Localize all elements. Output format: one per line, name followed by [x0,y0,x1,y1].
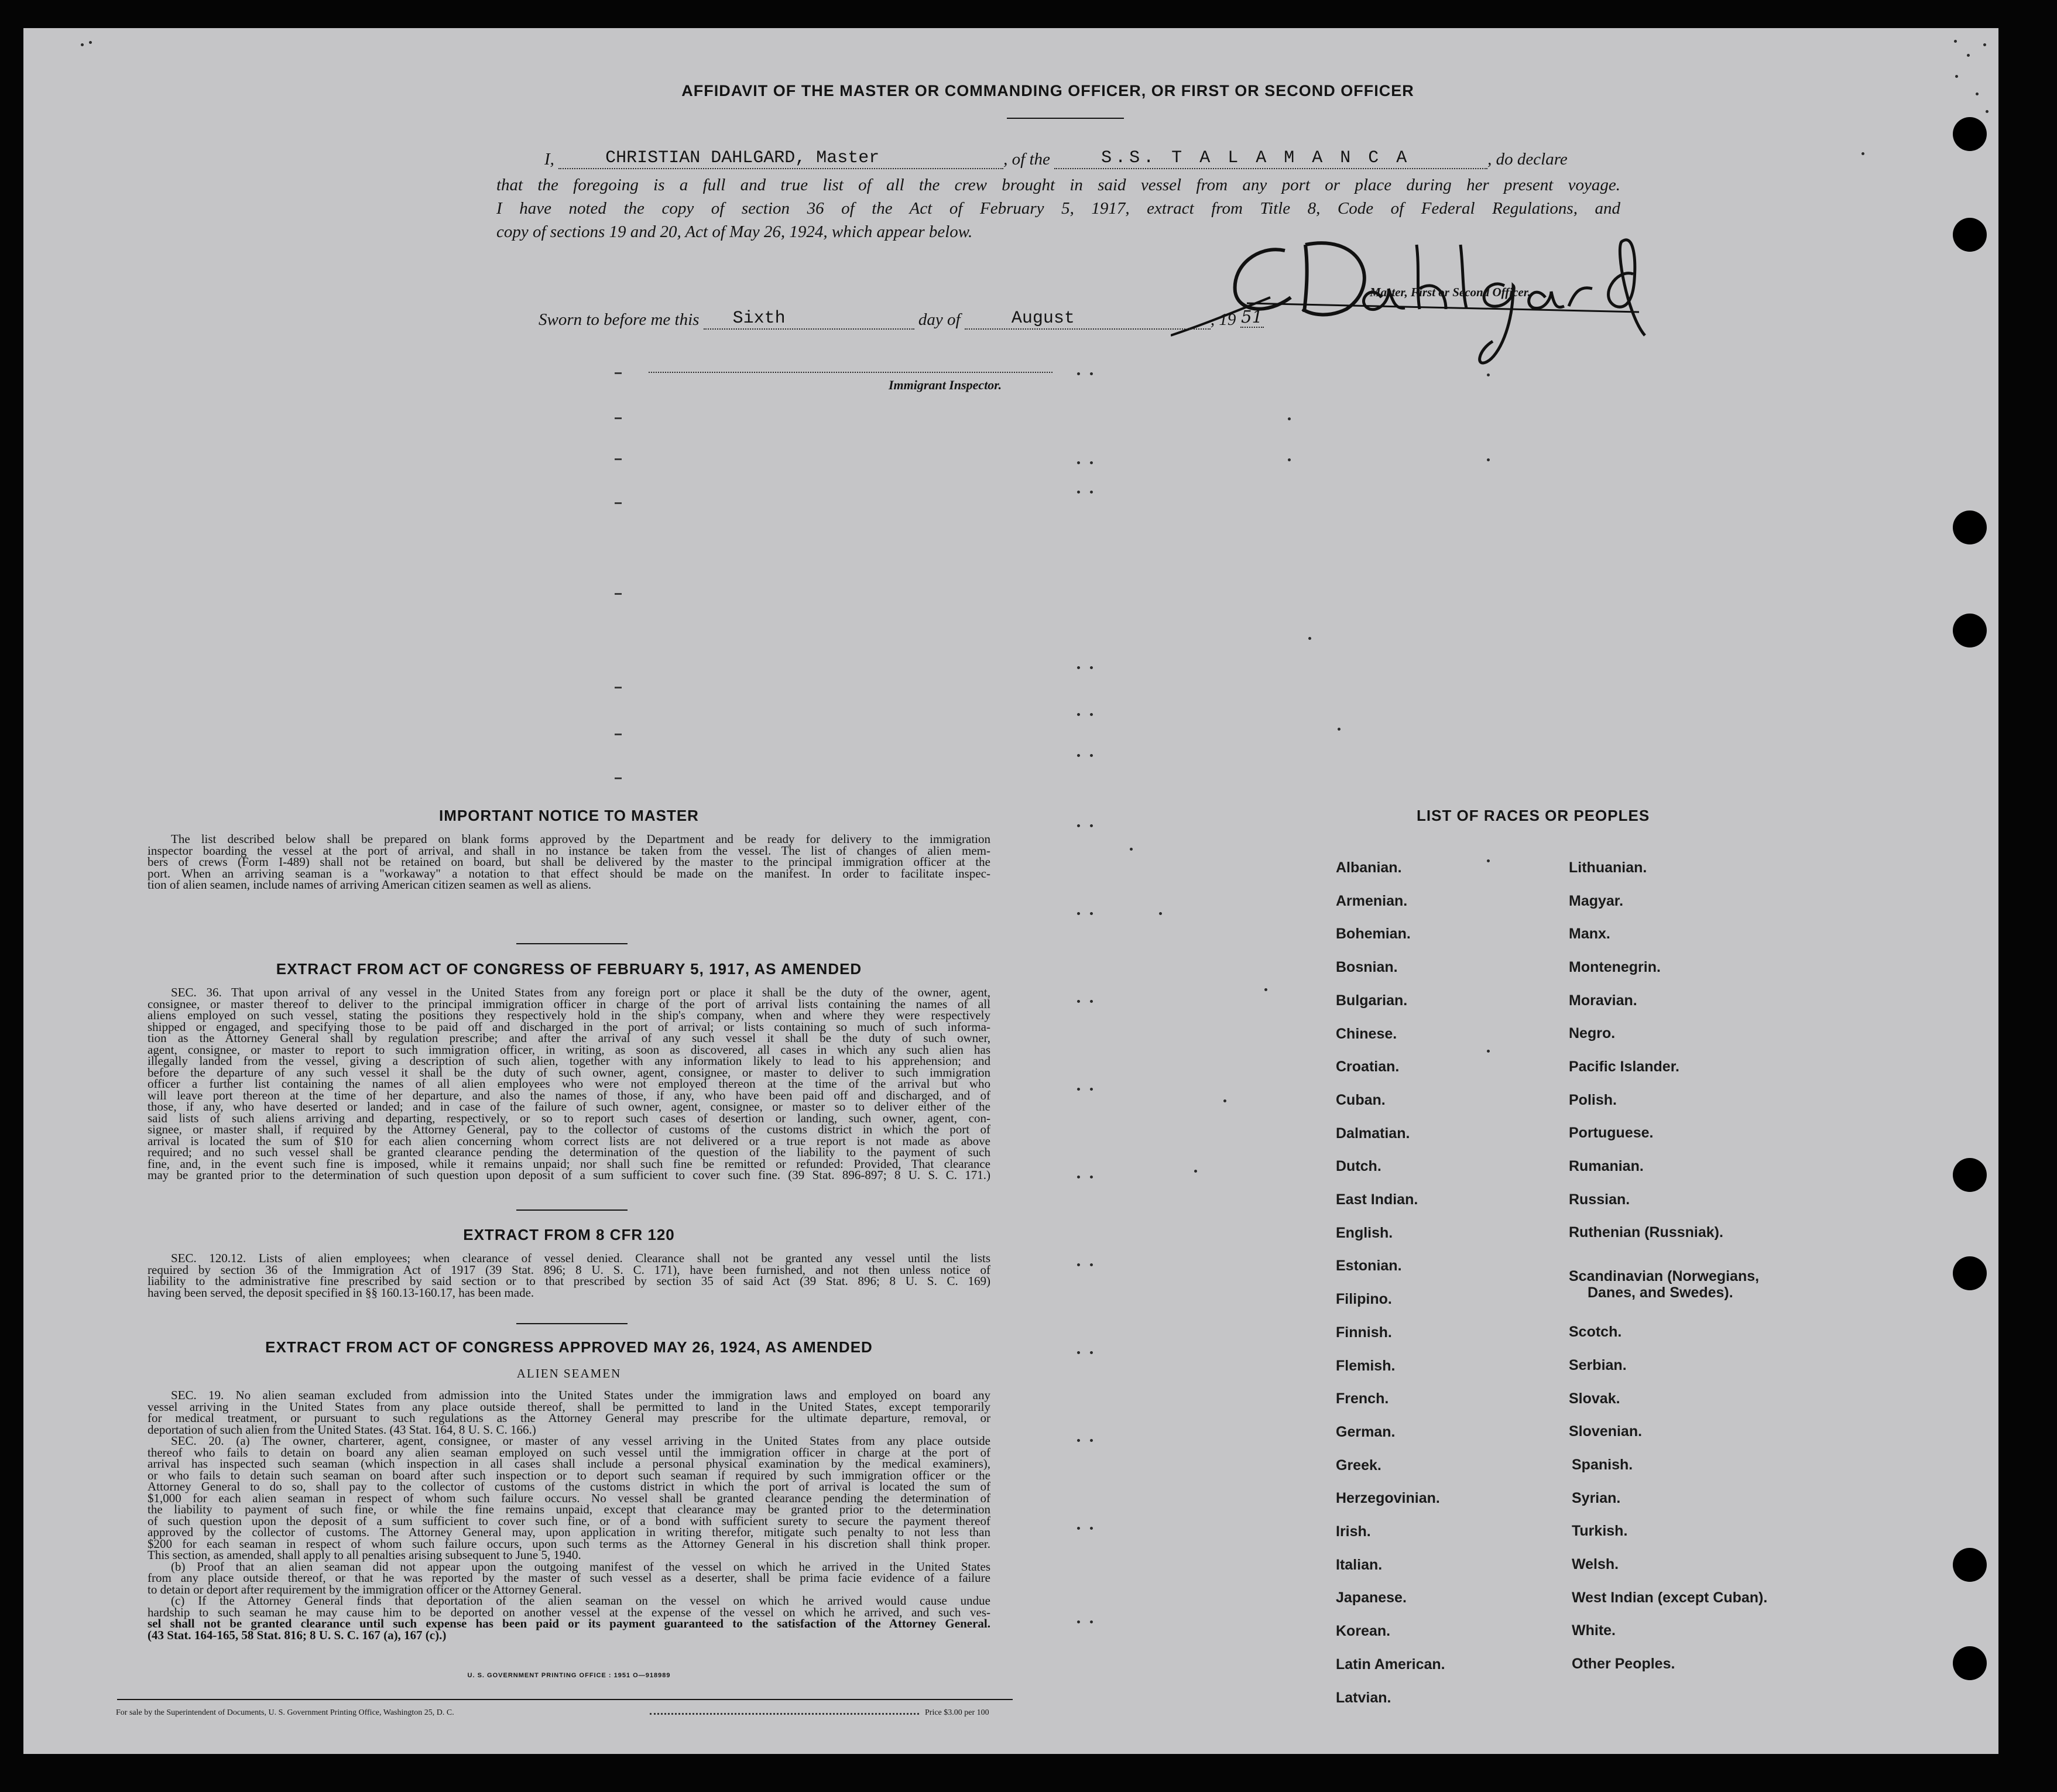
affidavit-line-2: that the foregoing is a full and true list of all the crew brought in said vessel from any port or place during her present voyage. [496,176,1620,194]
extract-line: $1,000 for each alien seaman in respect of whom such failure occurs. No vessel shall be granted clearance pending the determination of [148,1491,990,1505]
notice-line: port. When an arriving seaman is a "workaway" a notation to that effect should be made on the manifest. In order to facilitate inspec- [148,866,990,880]
affidavit-line-1 [544,150,1568,172]
race-item: Lithuanian. [1569,859,1647,876]
sworn-prefix: Sworn to before me this [539,310,700,329]
extract-1924-subtitle: ALIEN SEAMEN [516,1366,622,1380]
race-item: Pacific Islander. [1569,1058,1679,1075]
race-item: Polish. [1569,1092,1617,1108]
race-item: Slovenian. [1569,1423,1643,1440]
extract-line: signee, or master shall, if required by the Attorney General, pay to the collector of customs of the customs district in which the port of [148,1122,990,1136]
notice-body [148,834,990,891]
extract-line: agent, consignee, or master to report to such immigration officer, in writing, as soon as discovered, all cases in which any such alien has [148,1042,990,1057]
extract-line: required by section 36 of the Immigration Act of 1917 (39 Stat. 896; 8 U. S. C. 171), have been furnished, and not then unless notice of [148,1262,990,1277]
footer-price: Price $3.00 per 100 [925,1708,989,1717]
race-item: Irish. [1336,1523,1371,1540]
extract-line: SEC. 20. (a) The owner, charterer, agent, consignee, or master of any vessel arriving in the United States from any place outside [171,1434,990,1448]
race-item: Albanian. [1336,859,1402,876]
race-item: Filipino. [1336,1291,1392,1308]
sworn-line [539,309,1264,332]
footer-sale-note: For sale by the Superintendent of Documents, U. S. Government Printing Office, Washington 25, D. C. [116,1708,454,1717]
race-item: Manx. [1569,926,1610,942]
affidavit-line-4: copy of sections 19 and 20, Act of May 26, 1924, which appear below. [496,222,973,241]
race-item: Greek. [1336,1457,1381,1474]
extract-line: liability to the administrative fine prescribed by said section or to that prescribed by section 35 of said Act (39 Stat. 896; 8 U. S. C. 169) [148,1274,990,1288]
section-divider [516,1209,628,1211]
race-item: Syrian. [1572,1490,1621,1506]
race-item: Welsh. [1572,1556,1619,1572]
race-item: Chinese. [1336,1025,1397,1042]
extract-line: may be granted prior to the determination of such question upon deposit of a sum sufficient to cover such fine. (39 Stat. 896-897; 8 U. S. C. 171.) [148,1168,990,1182]
extract-line: consignee, or master thereof to deliver to the principal immigration officer in charge of the port of arrival lists containing the names of all [148,996,990,1011]
extract-line: (b) Proof that an alien seaman did not appear upon the outgoing manifest of the vessel on which he arrived in the United States [171,1559,990,1574]
race-item: Latin American. [1336,1656,1445,1673]
race-item: Armenian. [1336,892,1408,909]
extract-line: of such question upon the deposit of a sum sufficient to cover such fine, or of a bond with sufficient surety to secure the payment thereof [148,1513,990,1528]
inspector-caption: Immigrant Inspector. [889,378,1002,392]
race-item: Turkish. [1572,1523,1628,1539]
extract-cfr-title: EXTRACT FROM 8 CFR 120 [463,1226,675,1243]
race-item: Estonian. [1336,1258,1402,1274]
footer-leader [650,1713,919,1715]
year-prefix: , 19 [1210,310,1236,329]
signature-caption: Master, First or Second Officer. [1370,285,1531,299]
of-the-label: , of the [1003,150,1050,169]
vessel-name-field: S.S. T A L A M A N C A [1054,148,1487,169]
race-item: Flemish. [1336,1357,1396,1374]
extract-1924-body [148,1390,990,1641]
extract-line: hardship to such seaman he may cause him to be deported on another vessel at the expense of the vessel on which he arrived, and such ves- [148,1605,990,1619]
footer-rule-left [117,1699,691,1700]
form-sheet [23,28,1998,1754]
extract-line: having been served, the deposit specified in §§ 160.13-160.17, has been made. [148,1285,534,1300]
binding-hole [1953,117,1987,151]
extract-line: vessel arriving in the United States from any place outside thereof, shall be permitted to land in the United States, except temporarily [148,1399,990,1414]
race-item: Korean. [1336,1623,1391,1640]
binding-hole [1953,1158,1987,1192]
race-item: Montenegrin. [1569,959,1661,975]
extract-line: required; and no such vessel shall be granted clearance pending the determination of the question of the liability to the payment of such [148,1145,990,1159]
race-item: Russian. [1569,1191,1630,1208]
extract-line: before the departure of any such vessel it shall be the duty of such owner, agent, consignee, or master to deliver to such immigration [148,1065,990,1080]
race-item: Herzegovinian. [1336,1490,1440,1507]
sworn-month-field: August [965,309,1211,330]
extract-line: thereof who fails to detain on board any alien seaman employed on such vessel until the immigration officer in charge at the port of [148,1445,990,1459]
extract-line: said lists of such aliens arriving and departing, respectively, or so to report such cases of desertion or landing, such owner, agent, con- [148,1111,990,1125]
binding-hole [1953,1548,1987,1582]
extract-line: SEC. 19. No alien seaman excluded from admission into the United States under the immigration laws and employed on board any [171,1388,990,1402]
race-item: Italian. [1336,1556,1383,1573]
declarant-name-field: CHRISTIAN DAHLGARD, Master [558,148,1003,169]
extract-1917-body [148,987,990,1181]
race-item: English. [1336,1224,1393,1241]
race-item: Croatian. [1336,1058,1400,1075]
binding-hole [1953,218,1987,252]
race-item: Spanish. [1572,1457,1633,1473]
title-underline [1007,118,1124,119]
race-item: German. [1336,1423,1396,1440]
race-item: Other Peoples. [1572,1656,1675,1672]
binding-hole [1953,614,1987,647]
declare-label: , do declare [1487,150,1568,169]
sworn-day-field: Sixth [704,309,914,330]
binding-hole [1953,1256,1987,1290]
affidavit-title: AFFIDAVIT OF THE MASTER OR COMMANDING OFFICER, OR FIRST OR SECOND OFFICER [681,82,1414,100]
race-item: Negro. [1569,1025,1616,1041]
race-item: Scandinavian (Norwegians, [1569,1268,1760,1284]
notice-line: tion of alien seamen, include names of arriving American citizen seamen as well as aliens. [148,878,592,892]
extract-line: shipped or engaged, and specifying those to be paid off and discharged in the port of arrival; or lists containing so much of such informa- [148,1019,990,1034]
extract-line: officer a further list containing the names of all alien employees who were not employed thereon at the time of the arrival but who [148,1077,990,1091]
race-item: Scotch. [1569,1324,1622,1340]
race-item: Latvian. [1336,1689,1391,1706]
race-item: Bohemian. [1336,926,1411,943]
notice-line: The list described below shall be prepared on blank forms approved by the Department and be ready for delivery to the immigration [171,832,990,846]
extract-line: (43 Stat. 164-165, 58 Stat. 816; 8 U. S. C. 167 (a), 167 (c).) [148,1627,447,1642]
binding-hole [1953,510,1987,544]
extract-line: Attorney General to do so, shall pay to the collector of customs of the customs district in which the port of arrival is located the sum of [148,1479,990,1493]
gpo-imprint: U. S. GOVERNMENT PRINTING OFFICE : 1951 O—918989 [467,1672,671,1679]
inspector-signature-line [649,372,1053,373]
notice-title: IMPORTANT NOTICE TO MASTER [439,807,699,824]
race-item: Moravian. [1569,992,1637,1009]
binding-hole [1953,1646,1987,1680]
extract-line: arrival is located the sum of $10 for each alien concerning whom correct lists are not delivered or a true report is not made as above [148,1133,990,1148]
extract-line: $200 for each seaman in respect of whom such failure occurs, upon such terms as the Attorney General in his discretion shall think proper. [148,1536,990,1551]
race-item: Dutch. [1336,1158,1381,1175]
extract-line: or who fails to detain such seaman on board after such inspection or to deport such seaman if required by such immigration officer or the [148,1468,990,1482]
extract-line: fine, and, in the event such fine is imposed, while it remains unpaid; nor shall such fine be remitted or refunded: Provided, That clearance [148,1156,990,1171]
race-item: Dalmatian. [1336,1125,1410,1142]
extract-line: deportation of such alien from the United States. (43 Stat. 164, 8 U. S. C. 166.) [148,1422,536,1437]
extract-line: approved by the collector of customs. The Attorney General may, upon application in writing therefor, mitigate such penalty to not less than [148,1525,990,1539]
extract-line: to detain or deport after requirement by the immigration officer or the Attorney General. [148,1582,582,1596]
extract-cfr-body [148,1253,990,1298]
race-item: Bulgarian. [1336,992,1408,1009]
extract-1924-title: EXTRACT FROM ACT OF CONGRESS APPROVED MAY 26, 1924, AS AMENDED [265,1338,873,1356]
race-item: Magyar. [1569,893,1624,909]
extract-line: the liability to payment of such fine, or while the fine remains unpaid, except that clearance may be granted prior to the determination [148,1502,990,1516]
race-item: Serbian. [1569,1357,1627,1373]
extract-line: those, if any, who have deserted or landed; and in case of the failure of such owner, agent, consignee, or master so to deliver either of the [148,1099,990,1113]
race-item: Ruthenian (Russniak). [1569,1224,1723,1241]
footer-rule-right [685,1699,1013,1700]
affidavit-line-3: I have noted the copy of section 36 of the Act of February 5, 1917, extract from Title 8, Code of Federal Regulations, and [496,199,1620,218]
section-divider [516,943,628,944]
race-item: Bosnian. [1336,959,1398,976]
race-item: Finnish. [1336,1324,1392,1341]
race-item: Portuguese. [1569,1125,1654,1141]
race-item: Danes, and Swedes). [1588,1284,1733,1301]
extract-1917-title: EXTRACT FROM ACT OF CONGRESS OF FEBRUARY 5, 1917, AS AMENDED [276,960,862,978]
extract-line: SEC. 120.12. Lists of alien employees; when clearance of vessel denied. Clearance shall not be granted any vessel until the lists [171,1251,990,1265]
declarant-prefix: I, [544,150,554,169]
extract-line: SEC. 36. That upon arrival of any vessel in the United States from any foreign port or place it shall be the duty of the owner, agent, [171,985,990,999]
extract-line: (c) If the Attorney General finds that deportation of the alien seaman on the vessel on which he arrived would cause undue [171,1594,990,1608]
race-item: Rumanian. [1569,1158,1644,1174]
extract-line: will leave port thereon at the time of her departure, and also the names of those, if any, who have been paid off and discharged, and of [148,1088,990,1102]
race-item: East Indian. [1336,1191,1418,1208]
race-item: Japanese. [1336,1589,1407,1606]
extract-line: from any place outside thereof, or that he was reported by the master of such vessel as a deserter, shall be prima facie evidence of a failure [148,1571,990,1585]
notice-line: bers of crews (Form I-489) shall not be retained on board, but shall be delivered by the master to the principal immigration officer at the [148,855,990,869]
race-item: White. [1572,1622,1616,1639]
notice-line: inspector boarding the vessel at the port of arrival, and shall in no instance be taken from the vessel. The list of changes of alien mem- [148,843,990,858]
extract-line: This section, as amended, shall apply to all penalties arising subsequent to June 5, 1940. [148,1548,581,1562]
race-item: Cuban. [1336,1091,1386,1108]
races-title: LIST OF RACES OR PEOPLES [1417,807,1650,824]
extract-line: aliens employed on such vessel, stating the positions they respectively hold in the ship's company, when and where they were respectively [148,1008,990,1022]
extract-line: arrival has inspected such seaman (which inspection in all cases shall include a personal physical examination by the medical examiners), [148,1457,990,1471]
sworn-year-field: 51 [1241,307,1263,327]
race-item: Slovak. [1569,1390,1620,1407]
day-of-label: day of [918,310,961,329]
race-item: French. [1336,1390,1389,1407]
extract-line: sel shall not be granted clearance until such expense has been paid or its payment guaranteed to the satisfaction of the Attorney General. [148,1616,990,1630]
race-item: West Indian (except Cuban). [1572,1589,1768,1606]
extract-line: for medical treatment, or pursuant to such regulations as the Attorney General may prescribe for the ultimate departure, removal, or [148,1411,990,1425]
extract-line: illegally landed from the vessel, giving a description of such alien, together with any information likely to lead to his apprehension; and [148,1054,990,1068]
extract-line: tion as the Attorney General shall by regulation prescribe; and after the arrival of any such vessel it shall be the duty of such owner, [148,1031,990,1045]
section-divider [516,1323,628,1324]
